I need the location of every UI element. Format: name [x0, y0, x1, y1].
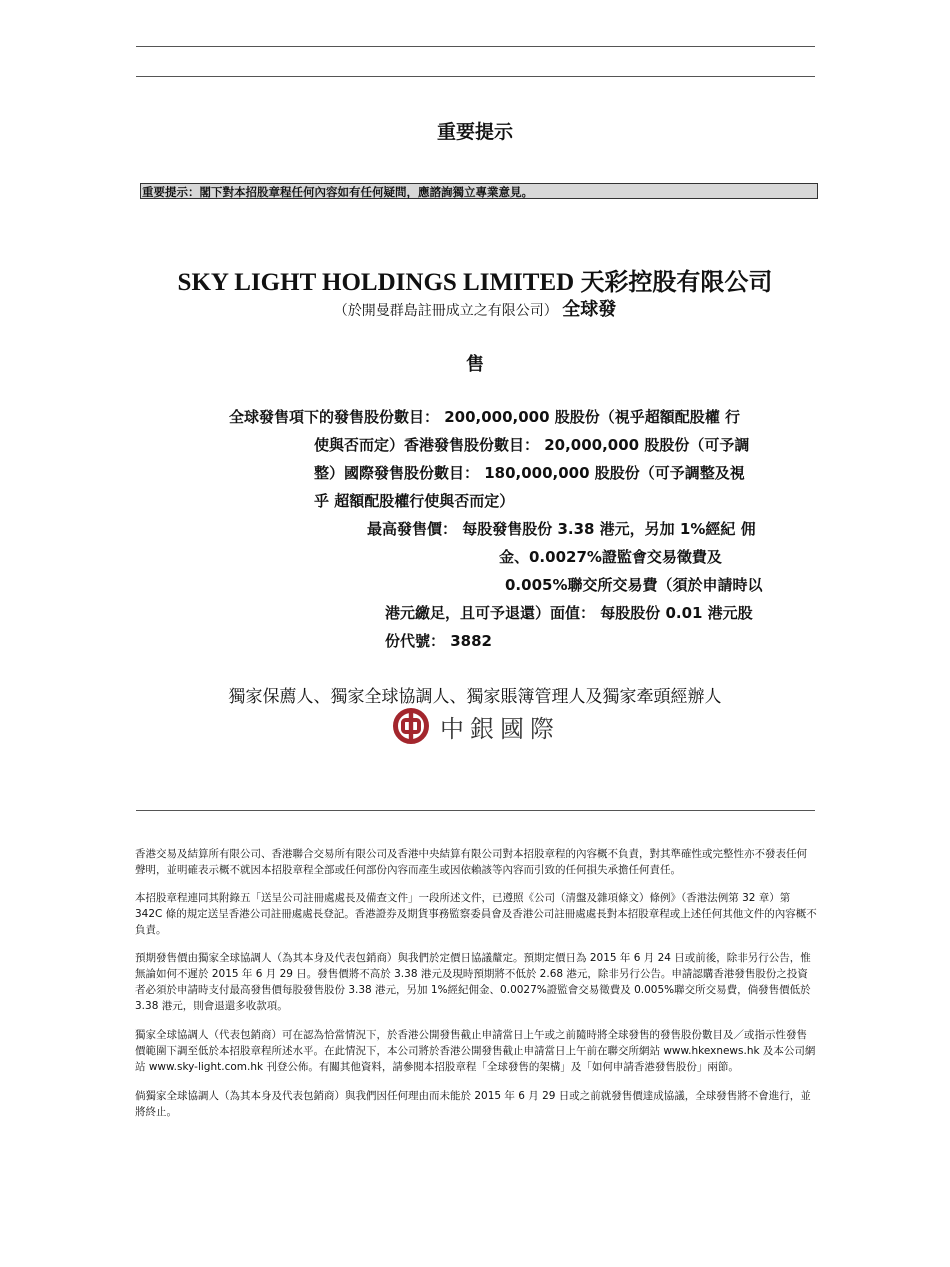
company-name-english: SKY LIGHT HOLDINGS LIMITED: [177, 269, 575, 296]
incorporation-line: [0, 295, 950, 321]
offer-line: 金、0.0027%證監會交易徵費及: [499, 548, 722, 566]
disclaimer-paragraph: 獨家全球協調人（代表包銷商）可在認為恰當情況下，於香港公開發售截止申請當日上午或之前隨時將全球發售的發售股份數目及／或指示性發售價範圍下調至低於本招股章程所述水平。在此情況下，本公司將於香港公開發售截止申請當日上午前在聯交所網站 www.hkexnews.hk 及本公司網站 www.sky-light.com.hk 刊登公佈。有關其他資料，請參閱本招股章程「全球發售的架構」及「如何申請香港發售股份」兩節。: [135, 1029, 816, 1073]
boc-logo-text: 中銀國際: [440, 715, 560, 743]
disclaimer-paragraph: 香港交易及結算所有限公司、香港聯合交易所有限公司及香港中央結算有限公司對本招股章程的內容概不負責，對其準確性或完整性亦不發表任何聲明，並明確表示概不就因本招股章程全部或任何部份內容而產生或因依賴該等內容而引致的任何損失承擔任何責任。: [135, 848, 807, 876]
top-rule-second: [136, 76, 815, 77]
top-rule: [136, 46, 815, 47]
boc-international-logo: [392, 706, 562, 744]
offer-line: 最高發售價： 每股發售股份 3.38 港元，另加 1%經紀 佣: [367, 520, 756, 538]
bottom-rule: [136, 810, 815, 811]
disclaimer-paragraph: 本招股章程連同其附錄五「送呈公司註冊處處長及備查文件」一段所述文件，已遵照《公司（清盤及雜項條文）條例》（香港法例第 32 章）第 342C 條的規定送呈香港公司註冊處處長登記。香港證券及期貨事務監察委員會及香港公司註冊處處長對本招股章程或上述任何其他文件的內容概不負責。: [135, 892, 817, 936]
incorporation-note: （於開曼群島註冊成立之有限公司）: [333, 303, 558, 319]
company-name: [0, 262, 950, 297]
offer-line: 港元繳足，且可予退還）面值： 每股股份 0.01 港元股: [385, 604, 753, 622]
sponsor-line: 獨家保薦人、獨家全球協調人、獨家賬簿管理人及獨家牽頭經辦人: [228, 687, 722, 707]
offer-line: 0.005%聯交所交易費（須於申請時以: [505, 576, 763, 594]
offer-line: 全球發售項下的發售股份數目： 200,000,000 股股份（視乎超額配股權 行: [229, 408, 740, 426]
disclaimer-paragraph: 預期發售價由獨家全球協調人（為其本身及代表包銷商）與我們於定價日協議釐定。預期定價日為 2015 年 6 月 24 日或前後，除非另行公告，惟無論如何不遲於 2015 年 6 月 29 日。發售價將不高於 3.38 港元及現時預期將不低於 2.68 港元，除非另行公告。申請認購香港發售股份之投資者必須於申請時支付最高發售價每股發售股份 3.38 港元，另加 1%經紀佣金、0.0027%證監會交易徵費及 0.005%聯交所交易費，倘發售價低於 3.38 港元，則會退還多收款項。: [135, 952, 811, 1012]
global-offering-title: 全球發: [562, 299, 617, 320]
important-notice-box: 重要提示：閣下對本招股章程任何內容如有任何疑問，應諮詢獨立專業意見。: [140, 183, 818, 199]
offer-line: 乎 超額配股權行使與否而定）: [314, 492, 515, 510]
disclaimer-paragraph: 倘獨家全球協調人（為其本身及代表包銷商）與我們因任何理由而未能於 2015 年 6 月 29 日或之前就發售價達成協議，全球發售將不會進行，並將終止。: [135, 1090, 811, 1118]
boc-logo-icon: [392, 707, 430, 745]
offer-line: 份代號： 3882: [385, 632, 492, 650]
company-name-chinese: 天彩控股有限公司: [580, 268, 773, 296]
page-title: 重要提示: [436, 121, 513, 143]
offer-line: 整）國際發售股份數目： 180,000,000 股股份（可予調整及視: [314, 464, 745, 482]
global-offering-title-continued: 售: [466, 354, 484, 375]
offer-line: 使與否而定）香港發售股份數目： 20,000,000 股股份（可予調: [314, 436, 750, 454]
